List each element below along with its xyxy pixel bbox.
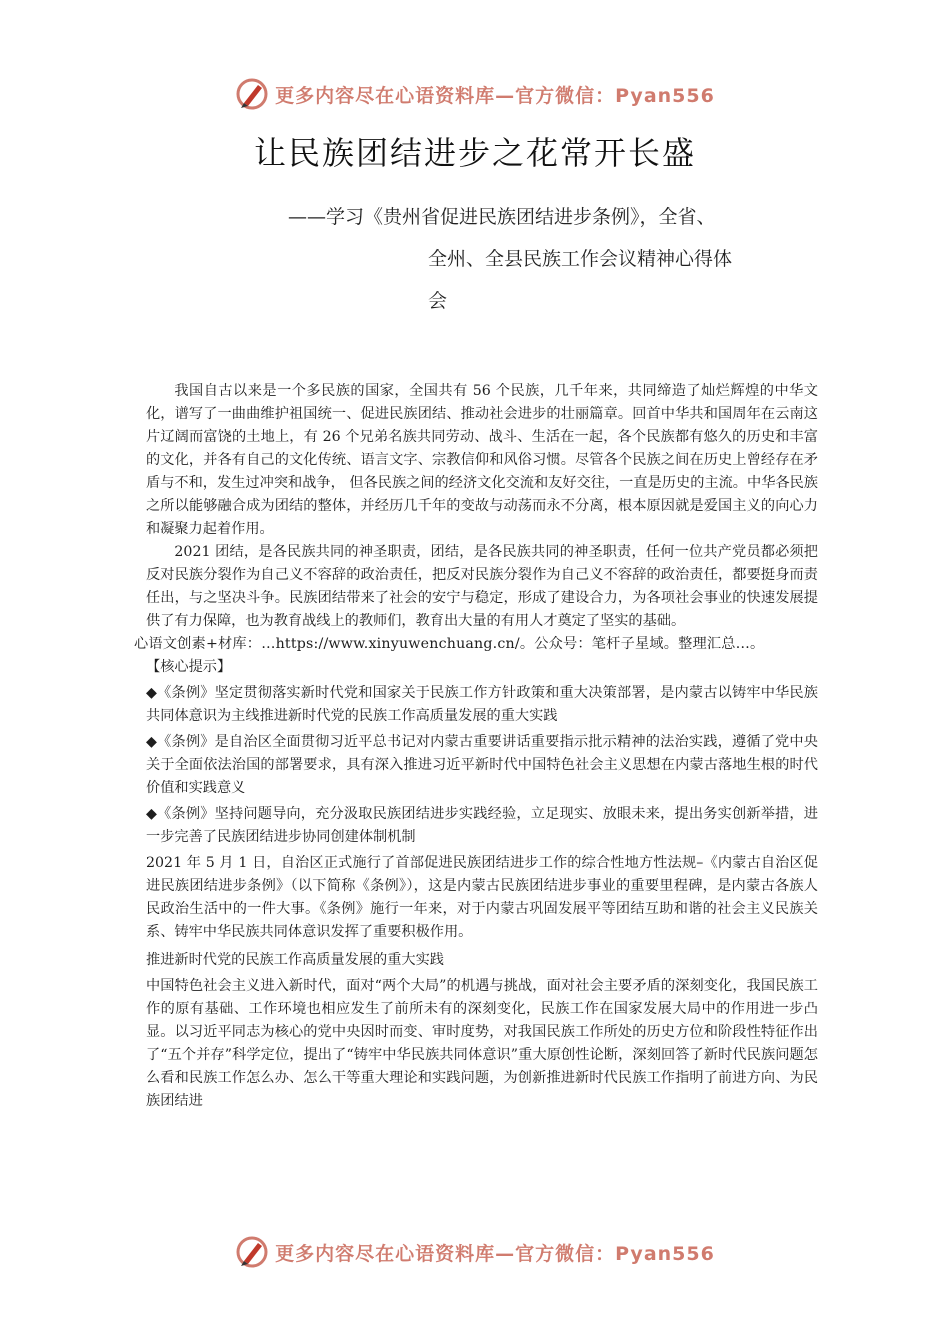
subtitle: [288, 196, 818, 322]
watermark-text: 更多内容尽在心语资料库—官方微信：Pyan556: [275, 84, 715, 107]
subtitle-line-3: 会: [428, 290, 448, 312]
paragraph-2: 2021 团结，是各民族共同的神圣职责，团结，是各民族共同的神圣职责，任何一位共产党员都必须把反对民族分裂作为自己义不容辞的政治责任，把反对民族分裂作为自己义不容辞的政治责任，都要挺身而责任出，与之坚决斗争。民族团结带来了社会的安宁与稳定，形成了建设合力，为各项社会事业的快速发展提供了有力保障，也为教育战线上的教师们，教育出大量的有用人才奠定了坚实的基础。: [146, 544, 818, 629]
article-body: [134, 380, 818, 1113]
source-ad-line: 心语文创素+材库：…https://www.xinyuwenchuang.cn/。公众号：笔杆子星域。整理汇总…。: [134, 636, 765, 652]
bullet-2: ◆《条例》是自治区全面贯彻习近平总书记对内蒙古重要讲话重要指示批示精神的法治实践，遵循了党中央关于全面依法治国的部署要求，具有深入推进习近平新时代中国特色社会主义思想在内蒙古落地生根的时代价值和实践意义: [146, 734, 818, 796]
core-heading: 【核心提示】: [146, 659, 232, 675]
pen-logo-icon: [235, 1235, 269, 1269]
bullet-3: ◆《条例》坚持问题导向，充分汲取民族团结进步实践经验，立足现实、放眼未来，提出务实创新举措，进一步完善了民族团结进步协同创建体制机制: [146, 806, 818, 845]
bullet-1: ◆《条例》坚定贯彻落实新时代党和国家关于民族工作方针政策和重大决策部署，是内蒙古以铸牢中华民族共同体意识为主线推进新时代党的民族工作高质量发展的重大实践: [146, 685, 818, 724]
subtitle-line-1: ——学习《贵州省促进民族团结进步条例》，全省、: [288, 206, 716, 228]
paragraph-4: 中国特色社会主义进入新时代，面对“两个大局”的机遇与挑战，面对社会主要矛盾的深刻变化，我国民族工作的原有基础、工作环境也相应发生了前所未有的深刻变化，民族工作在国家发展大局中的作用进一步凸显。以习近平同志为核心的党中央因时而变、审时度势，对我国民族工作所处的历史方位和阶段性特征作出了“五个并存”科学定位，提出了“铸牢中华民族共同体意识”重大原创性论断，深刻回答了新时代民族问题怎么看和民族工作怎么办、怎么干等重大理论和实践问题，为创新推进新时代民族工作指明了前进方向、为民族团结进: [146, 978, 818, 1109]
paragraph-1: 我国自古以来是一个多民族的国家，全国共有 56 个民族，几千年来，共同缔造了灿烂辉煌的中华文化，谱写了一曲曲维护祖国统一、促进民族团结、推动社会进步的壮丽篇章。回首中华共和国周年在云南这片辽阔而富饶的土地上，有 26 个兄弟名族共同劳动、战斗、生活在一起，各个民族都有悠久的历史和丰富的文化，并各有自己的文化传统、语言文字、宗教信仰和风俗习惯。尽管各个民族之间在历史上曾经存在矛盾与不和，发生过冲突和战争， 但各民族之间的经济文化交流和友好交往，一直是历史的主流。中华各民族之所以能够融合成为团结的整体，并经历几千年的变故与动荡而永不分离，根本原因就是爱国主义的向心力和凝聚力起着作用。: [146, 383, 818, 537]
watermark-text: 更多内容尽在心语资料库—官方微信：Pyan556: [275, 1242, 715, 1265]
paragraph-3: 2021 年 5 月 1 日，自治区正式施行了首部促进民族团结进步工作的综合性地方性法规–《内蒙古自治区促进民族团结进步条例》（以下简称《条例》），这是内蒙古民族团结进步事业的重要里程碑，是内蒙古各族人民政治生活中的一件大事。《条例》施行一年来，对于内蒙古巩固发展平等团结互助和谐的社会主义民族关系、铸牢中华民族共同体意识发挥了重要积极作用。: [146, 855, 818, 940]
pen-logo-icon: [235, 77, 269, 111]
watermark-header: [0, 74, 950, 114]
watermark-footer: [0, 1232, 950, 1272]
subtitle-line-2: 全州、全县民族工作会议精神心得体: [428, 248, 733, 270]
section-heading: 推进新时代党的民族工作高质量发展的重大实践: [146, 952, 444, 968]
page-title: 让民族团结进步之花常开长盛: [253, 134, 696, 172]
